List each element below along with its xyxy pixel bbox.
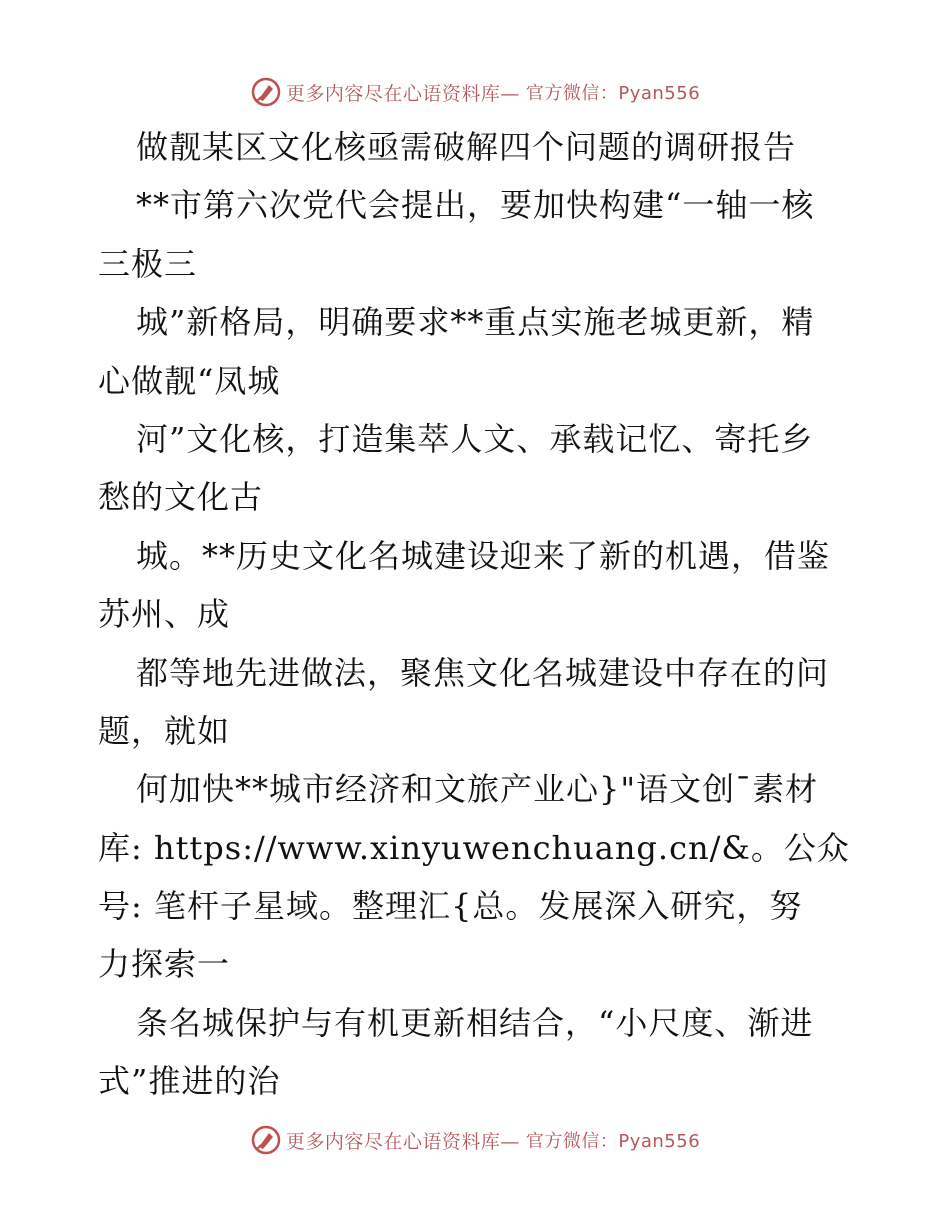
banner-wechat: 官方微信：Pyan556	[525, 83, 701, 104]
text-line: 都等地先进做法，聚焦文化名城建设中存在的问	[136, 653, 830, 692]
text-line: 三极三	[98, 244, 198, 283]
document-title: 做靓某区文化核亟需破解四个问题的调研报告	[136, 128, 797, 166]
banner-text: 更多内容尽在心语资料库—	[285, 82, 520, 105]
document-body	[98, 118, 888, 1111]
text-line: **市第六次党代会提出，要加快构建“一轴一核	[136, 186, 815, 225]
text-line: 号: 笔杆子星域。整理汇{总。发展深入研究，努	[98, 887, 803, 926]
text-line: 库: https://www.xinyuwenchuang.cn/&。公众	[98, 828, 850, 867]
text-line: 城。**历史文化名城建设迎来了新的机遇，借鉴	[136, 536, 831, 575]
text-line: 河”文化核，打造集萃人文、承载记忆、寄托乡	[136, 419, 814, 458]
text-line: 式”推进的治	[98, 1062, 281, 1101]
text-line: 苏州、成	[98, 595, 231, 634]
footer-banner	[0, 1120, 950, 1160]
header-banner	[0, 72, 950, 112]
pen-nib-logo-icon	[250, 1124, 282, 1156]
text-line: 何加快**城市经济和文旅产业心}"语文创¯素材	[136, 770, 819, 809]
text-line: 条名城保护与有机更新相结合，“小尺度、渐进	[136, 1003, 814, 1042]
text-line: 愁的文化古	[98, 478, 264, 517]
banner-wechat: 官方微信：Pyan556	[525, 1131, 701, 1152]
text-line: 城”新格局，明确要求**重点实施老城更新，精	[136, 303, 815, 342]
text-line: 心做靓“凤城	[98, 361, 281, 400]
text-line: 力探索一	[98, 945, 231, 984]
text-line: 题，就如	[98, 711, 231, 750]
pen-nib-logo-icon	[250, 76, 282, 108]
banner-text: 更多内容尽在心语资料库—	[285, 1130, 520, 1153]
